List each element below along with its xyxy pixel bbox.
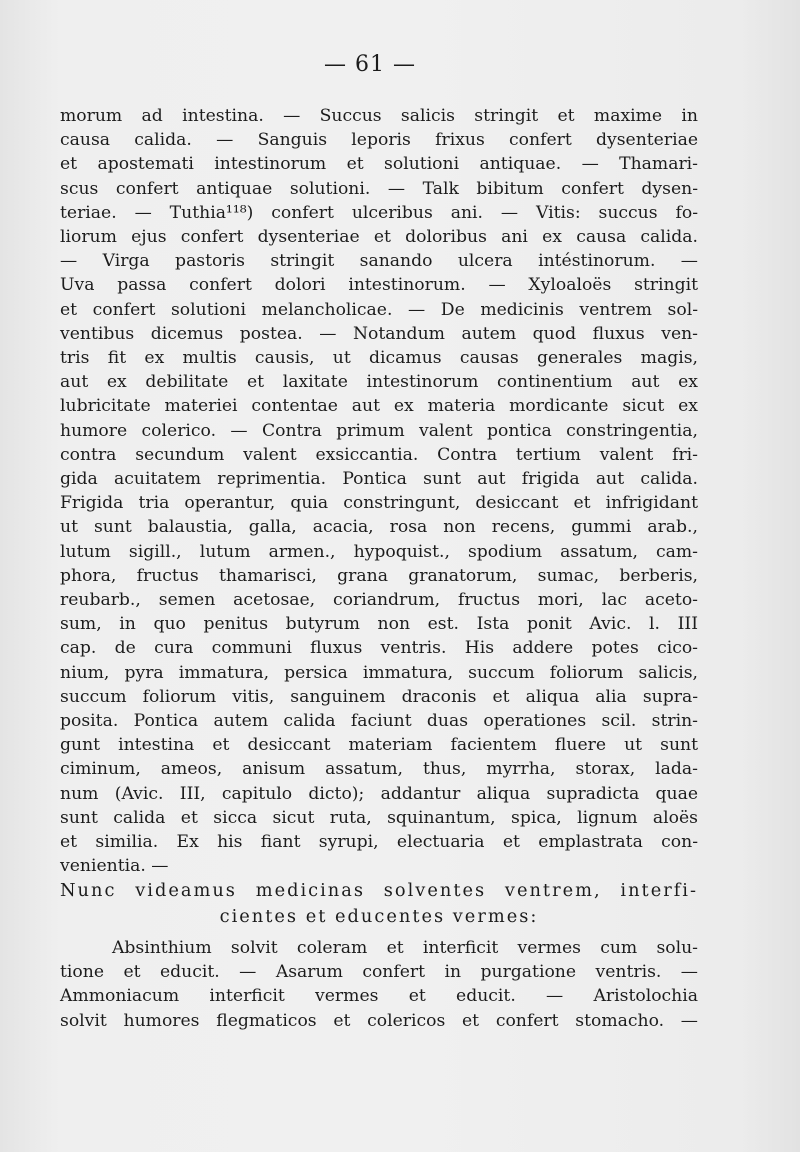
heading-line: cientes et educentes vermes: bbox=[219, 906, 539, 927]
text-line: tris fit ex multis causis, ut dicamus causas generales magis, bbox=[60, 348, 698, 369]
page-number: — 61 — bbox=[324, 52, 416, 77]
text-line: contra secundum valent exsiccantia. Contra tertium valent fri- bbox=[60, 444, 698, 465]
text-line: et similia. Ex his fiant syrupi, electuaria et emplastrata con- bbox=[60, 832, 698, 853]
text-line: et apostemati intestinorum et solutioni antiquae. — Thamari- bbox=[60, 154, 698, 175]
text-line: phora, fructus thamarisci, grana granatorum, sumac, berberis, bbox=[60, 565, 698, 586]
text-line: Uva passa confert dolori intestinorum. — Xyloaloës stringit bbox=[60, 275, 698, 296]
text-line: morum ad intestina. — Succus salicis stringit et maxime in bbox=[60, 106, 698, 126]
section-paragraph bbox=[60, 936, 698, 1033]
text-line: ciminum, ameos, anisum assatum, thus, myrrha, storax, lada- bbox=[60, 759, 698, 780]
text-line: et confert solutioni melancholicae. — De medicinis ventrem sol- bbox=[60, 299, 698, 320]
text-line: scus confert antiquae solutioni. — Talk bibitum confert dysen- bbox=[60, 178, 698, 199]
text-line: lutum sigill., lutum armen., hypoquist., spodium assatum, cam- bbox=[60, 541, 698, 562]
text-line: humore colerico. — Contra primum valent pontica constringentia, bbox=[60, 420, 698, 441]
text-line: cap. de cura communi fluxus ventris. His addere potes cico- bbox=[60, 638, 698, 659]
text-line: sunt calida et sicca sicut ruta, squinantum, spica, lignum aloës bbox=[60, 807, 698, 828]
text-line: ut sunt balaustia, galla, acacia, rosa non recens, gummi arab., bbox=[60, 517, 698, 538]
text-line: succum foliorum vitis, sanguinem draconis et aliqua alia supra- bbox=[60, 686, 698, 707]
text-line: aut ex debilitate et laxitate intestinorum continentium aut ex bbox=[60, 372, 698, 393]
text-line: teriae. — Tuthia¹¹⁸) confert ulceribus ani. — Vitis: succus fo- bbox=[60, 202, 698, 223]
text-line: reubarb., semen acetosae, coriandrum, fructus mori, lac aceto- bbox=[60, 590, 698, 611]
text-line: Frigida tria operantur, quia constringunt, desiccant et infrigidant bbox=[60, 493, 698, 514]
text-line: liorum ejus confert dysenteriae et doloribus ani ex causa calida. bbox=[60, 227, 698, 248]
section-heading bbox=[60, 878, 698, 930]
text-line: causa calida. — Sanguis leporis frixus confert dysenteriae bbox=[60, 130, 698, 151]
main-paragraph bbox=[60, 104, 698, 879]
text-line: num (Avic. III, capitulo dicto); addantur aliqua supradicta quae bbox=[60, 783, 698, 804]
text-line: Absinthium solvit coleram et interficit vermes cum solu- bbox=[112, 938, 698, 958]
text-line: venientia. — bbox=[60, 856, 169, 877]
text-line: tione et educit. — Asarum confert in purgatione ventris. — bbox=[60, 962, 698, 983]
text-line: nium, pyra immatura, persica immatura, succum foliorum salicis, bbox=[60, 662, 698, 683]
text-line: solvit humores flegmaticos et colericos et confert stomacho. — bbox=[60, 1010, 698, 1031]
text-line: — Virga pastoris stringit sanando ulcera intéstinorum. — bbox=[60, 251, 698, 272]
text-line: posita. Pontica autem calida faciunt duas operationes scil. strin- bbox=[60, 711, 698, 732]
text-line: gunt intestina et desiccant materiam facientem fluere ut sunt bbox=[60, 735, 698, 756]
text-line: sum, in quo penitus butyrum non est. Ista ponit Avic. l. III bbox=[60, 614, 698, 635]
text-line: ventibus dicemus postea. — Notandum autem quod fluxus ven- bbox=[60, 323, 698, 344]
text-line: gida acuitatem reprimentia. Pontica sunt aut frigida aut calida. bbox=[60, 469, 698, 490]
heading-line: Nunc videamus medicinas solventes ventrem, interfi- bbox=[60, 880, 698, 901]
text-line: Ammoniacum interficit vermes et educit. — Aristolochia bbox=[60, 986, 698, 1007]
text-line: lubricitate materiei contentae aut ex materia mordicante sicut ex bbox=[60, 396, 698, 417]
